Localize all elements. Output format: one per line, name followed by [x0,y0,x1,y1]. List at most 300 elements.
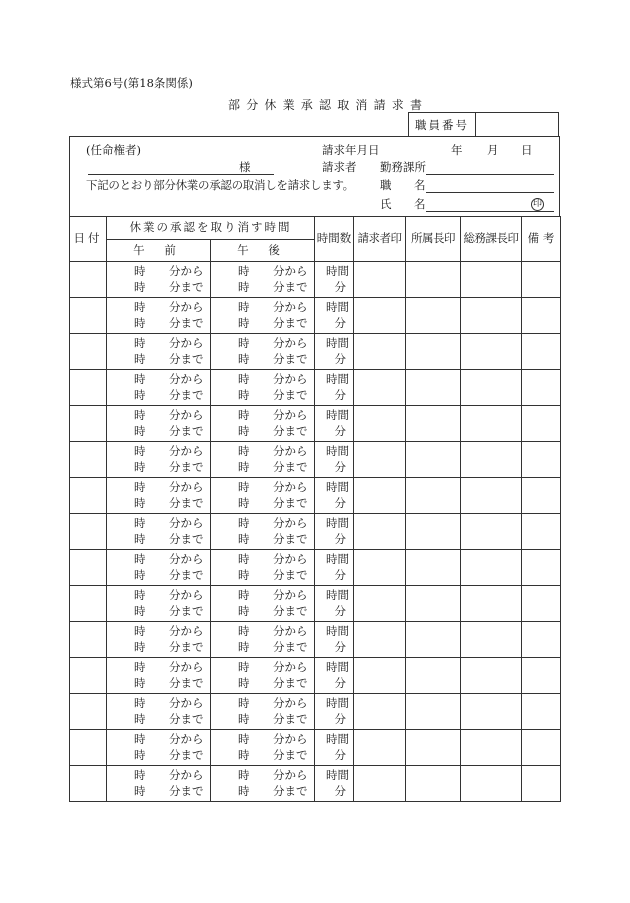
date-cell[interactable] [70,586,107,622]
hours-cell[interactable] [315,298,354,334]
manager-seal-cell[interactable] [406,766,461,802]
hours-unit-label: 時間 [326,552,349,566]
requester-label: 請求者 [322,160,357,174]
hour-label: 時 [238,372,250,386]
position-field[interactable] [426,192,554,193]
col-manager-seal-header: 所属長印 [406,217,461,262]
hour-label: 時 [134,660,146,674]
general-affairs-seal-cell[interactable] [461,622,522,658]
table-row [70,442,561,478]
minute-until-label: 分まで [169,316,204,330]
minute-until-label: 分まで [169,604,204,618]
minute-from-label: 分から [273,768,308,782]
hours-cell[interactable] [315,730,354,766]
hour-label: 時 [238,336,250,350]
pm-time-cell[interactable] [211,298,315,334]
requester-seal-cell[interactable] [354,766,406,802]
hours-cell[interactable] [315,514,354,550]
pm-time-cell[interactable] [211,694,315,730]
general-affairs-seal-cell[interactable] [461,550,522,586]
am-time-cell[interactable] [107,406,211,442]
hour-label: 時 [238,460,250,474]
remarks-cell[interactable] [522,334,561,370]
minute-from-label: 分から [273,660,308,674]
date-cell[interactable] [70,514,107,550]
requester-seal-cell[interactable] [354,550,406,586]
remarks-cell[interactable] [522,766,561,802]
minute-until-label: 分まで [169,352,204,366]
hour-label: 時 [134,480,146,494]
minutes-unit-label: 分 [334,676,346,690]
minute-until-label: 分まで [273,712,308,726]
hour-label: 時 [238,516,250,530]
minute-from-label: 分から [169,696,204,710]
manager-seal-cell[interactable] [406,550,461,586]
hour-label: 時 [134,568,146,582]
general-affairs-seal-cell[interactable] [461,370,522,406]
manager-seal-cell[interactable] [406,658,461,694]
remarks-cell[interactable] [522,694,561,730]
minute-until-label: 分まで [273,604,308,618]
minute-until-label: 分まで [273,352,308,366]
remarks-cell[interactable] [522,262,561,298]
hour-label: 時 [238,408,250,422]
general-affairs-seal-cell[interactable] [461,406,522,442]
table-row [70,478,561,514]
minute-from-label: 分から [273,300,308,314]
minute-from-label: 分から [169,624,204,638]
hour-label: 時 [134,516,146,530]
date-cell[interactable] [70,478,107,514]
remarks-cell[interactable] [522,586,561,622]
minute-until-label: 分まで [169,640,204,654]
hours-unit-label: 時間 [326,408,349,422]
hour-label: 時 [134,784,146,798]
table-row [70,262,561,298]
remarks-cell[interactable] [522,658,561,694]
pm-time-cell[interactable] [211,730,315,766]
minute-from-label: 分から [169,588,204,602]
hour-label: 時 [238,768,250,782]
hours-unit-label: 時間 [326,732,349,746]
hour-label: 時 [238,748,250,762]
date-cell[interactable] [70,550,107,586]
hour-label: 時 [134,496,146,510]
hour-label: 時 [238,712,250,726]
am-time-cell[interactable] [107,442,211,478]
hour-label: 時 [134,280,146,294]
day-label: 日 [521,143,533,157]
request-header [69,136,560,216]
hour-label: 時 [238,732,250,746]
minute-from-label: 分から [273,696,308,710]
hours-unit-label: 時間 [326,300,349,314]
pm-time-cell[interactable] [211,370,315,406]
minutes-unit-label: 分 [334,568,346,582]
hour-label: 時 [238,660,250,674]
table-row [70,730,561,766]
general-affairs-seal-cell[interactable] [461,730,522,766]
hour-label: 時 [134,768,146,782]
hour-label: 時 [238,388,250,402]
table-row [70,694,561,730]
hour-label: 時 [134,640,146,654]
table-row [70,586,561,622]
hours-cell[interactable] [315,694,354,730]
position-label-2: 名 [414,178,426,192]
minute-from-label: 分から [169,300,204,314]
col-requester-seal-header: 請求者印 [354,217,406,262]
hour-label: 時 [134,604,146,618]
minute-from-label: 分から [273,480,308,494]
hours-cell[interactable] [315,586,354,622]
hour-label: 時 [134,732,146,746]
date-cell[interactable] [70,766,107,802]
table-row [70,370,561,406]
minute-until-label: 分まで [169,460,204,474]
hour-label: 時 [238,352,250,366]
pm-time-cell[interactable] [211,766,315,802]
hours-cell[interactable] [315,370,354,406]
minutes-unit-label: 分 [334,748,346,762]
hour-label: 時 [238,280,250,294]
hour-label: 時 [134,748,146,762]
minutes-unit-label: 分 [334,352,346,366]
minute-until-label: 分まで [169,568,204,582]
minute-until-label: 分まで [273,388,308,402]
pm-time-cell[interactable] [211,658,315,694]
hours-cell[interactable] [315,550,354,586]
am-time-cell[interactable] [107,766,211,802]
requester-seal-cell[interactable] [354,514,406,550]
requester-seal-cell[interactable] [354,478,406,514]
minute-from-label: 分から [169,408,204,422]
manager-seal-cell[interactable] [406,298,461,334]
minutes-unit-label: 分 [334,532,346,546]
appointer-label: (任命権者) [86,143,141,157]
manager-seal-cell[interactable] [406,262,461,298]
requester-seal-cell[interactable] [354,262,406,298]
remarks-cell[interactable] [522,514,561,550]
requester-seal-cell[interactable] [354,298,406,334]
manager-seal-cell[interactable] [406,514,461,550]
date-cell[interactable] [70,370,107,406]
staff-number-field[interactable] [476,113,558,136]
minute-until-label: 分まで [273,496,308,510]
remarks-cell[interactable] [522,370,561,406]
minutes-unit-label: 分 [334,280,346,294]
minute-until-label: 分まで [273,748,308,762]
requester-seal-cell[interactable] [354,622,406,658]
hours-cell[interactable] [315,622,354,658]
requester-seal-cell[interactable] [354,442,406,478]
hours-unit-label: 時間 [326,336,349,350]
remarks-cell[interactable] [522,478,561,514]
minute-until-label: 分まで [273,568,308,582]
hours-unit-label: 時間 [326,588,349,602]
hour-label: 時 [238,588,250,602]
hours-unit-label: 時間 [326,516,349,530]
table-row [70,406,561,442]
minute-from-label: 分から [169,768,204,782]
am-time-cell[interactable] [107,370,211,406]
hour-label: 時 [238,696,250,710]
minute-until-label: 分まで [273,640,308,654]
pm-time-cell[interactable] [211,442,315,478]
manager-seal-cell[interactable] [406,622,461,658]
minute-until-label: 分まで [169,784,204,798]
col-remarks-header: 備 考 [522,217,561,262]
am-time-cell[interactable] [107,622,211,658]
name-label-2: 名 [414,197,426,211]
minute-from-label: 分から [273,444,308,458]
am-time-cell[interactable] [107,478,211,514]
page-title: 部分休業承認取消請求書 [228,98,429,112]
general-affairs-seal-cell[interactable] [461,262,522,298]
hour-label: 時 [134,336,146,350]
minute-from-label: 分から [273,264,308,278]
minutes-unit-label: 分 [334,460,346,474]
hours-unit-label: 時間 [326,696,349,710]
hour-label: 時 [134,408,146,422]
general-affairs-seal-cell[interactable] [461,442,522,478]
hour-label: 時 [238,604,250,618]
minute-until-label: 分まで [169,496,204,510]
honorific-label: 様 [239,160,251,174]
minute-from-label: 分から [273,408,308,422]
hour-label: 時 [134,532,146,546]
date-cell[interactable] [70,442,107,478]
department-label: 勤務課所 [380,160,426,174]
minute-from-label: 分から [273,336,308,350]
manager-seal-cell[interactable] [406,442,461,478]
minutes-unit-label: 分 [334,784,346,798]
hour-label: 時 [134,444,146,458]
hour-label: 時 [134,424,146,438]
minute-from-label: 分から [169,552,204,566]
hour-label: 時 [238,552,250,566]
minute-until-label: 分まで [273,676,308,690]
cancellation-table [69,216,561,802]
requester-seal-cell[interactable] [354,694,406,730]
staff-number-box [408,112,559,136]
form-number: 様式第6号(第18条関係) [70,76,193,90]
minute-from-label: 分から [273,588,308,602]
minute-from-label: 分から [273,552,308,566]
hours-cell[interactable] [315,334,354,370]
minute-until-label: 分まで [273,784,308,798]
hour-label: 時 [238,496,250,510]
hour-label: 時 [238,784,250,798]
hour-label: 時 [238,640,250,654]
date-cell[interactable] [70,334,107,370]
general-affairs-seal-cell[interactable] [461,694,522,730]
name-field[interactable] [426,211,554,212]
requester-seal-cell[interactable] [354,658,406,694]
hour-label: 時 [134,552,146,566]
minute-until-label: 分まで [169,748,204,762]
hour-label: 時 [238,424,250,438]
col-general-affairs-seal-header: 総務課長印 [461,217,522,262]
minute-until-label: 分まで [169,676,204,690]
manager-seal-cell[interactable] [406,370,461,406]
manager-seal-cell[interactable] [406,334,461,370]
am-time-cell[interactable] [107,550,211,586]
am-time-cell[interactable] [107,514,211,550]
year-label: 年 [451,143,463,157]
pm-time-cell[interactable] [211,478,315,514]
hour-label: 時 [134,372,146,386]
hours-unit-label: 時間 [326,480,349,494]
hour-label: 時 [134,460,146,474]
hour-label: 時 [134,588,146,602]
minutes-unit-label: 分 [334,424,346,438]
hour-label: 時 [238,480,250,494]
date-cell[interactable] [70,262,107,298]
minute-from-label: 分から [273,732,308,746]
pm-time-cell[interactable] [211,586,315,622]
minute-until-label: 分まで [273,532,308,546]
hour-label: 時 [134,624,146,638]
minutes-unit-label: 分 [334,496,346,510]
hour-label: 時 [238,316,250,330]
minute-from-label: 分から [169,336,204,350]
am-time-cell[interactable] [107,298,211,334]
pm-time-cell[interactable] [211,622,315,658]
manager-seal-cell[interactable] [406,586,461,622]
hours-unit-label: 時間 [326,372,349,386]
col-cancel-time-header: 休業の承認を取り消す時間 [107,217,315,240]
minute-from-label: 分から [169,264,204,278]
minute-until-label: 分まで [273,280,308,294]
hour-label: 時 [238,300,250,314]
minutes-unit-label: 分 [334,604,346,618]
staff-number-label: 職員番号 [409,113,476,136]
hour-label: 時 [134,316,146,330]
minute-from-label: 分から [169,516,204,530]
date-cell[interactable] [70,406,107,442]
hours-unit-label: 時間 [326,264,349,278]
minutes-unit-label: 分 [334,712,346,726]
general-affairs-seal-cell[interactable] [461,586,522,622]
minute-until-label: 分まで [169,712,204,726]
minute-until-label: 分まで [169,280,204,294]
table-row [70,622,561,658]
general-affairs-seal-cell[interactable] [461,334,522,370]
hours-cell[interactable] [315,766,354,802]
minute-from-label: 分から [273,624,308,638]
am-time-cell[interactable] [107,730,211,766]
requester-seal-cell[interactable] [354,730,406,766]
table-row [70,766,561,802]
hours-cell[interactable] [315,442,354,478]
table-row [70,550,561,586]
remarks-cell[interactable] [522,406,561,442]
minutes-unit-label: 分 [334,388,346,402]
requester-seal-cell[interactable] [354,334,406,370]
hour-label: 時 [238,264,250,278]
pm-time-cell[interactable] [211,550,315,586]
general-affairs-seal-cell[interactable] [461,298,522,334]
hours-cell[interactable] [315,262,354,298]
table-row [70,658,561,694]
hour-label: 時 [238,624,250,638]
date-cell[interactable] [70,298,107,334]
request-date-label: 請求年月日 [322,143,380,157]
general-affairs-seal-cell[interactable] [461,514,522,550]
manager-seal-cell[interactable] [406,406,461,442]
general-affairs-seal-cell[interactable] [461,478,522,514]
minute-from-label: 分から [169,372,204,386]
date-cell[interactable] [70,658,107,694]
remarks-cell[interactable] [522,622,561,658]
hours-cell[interactable] [315,658,354,694]
remarks-cell[interactable] [522,442,561,478]
minute-until-label: 分まで [273,424,308,438]
hour-label: 時 [238,676,250,690]
general-affairs-seal-cell[interactable] [461,766,522,802]
requester-seal-cell[interactable] [354,370,406,406]
table-row [70,514,561,550]
remarks-cell[interactable] [522,730,561,766]
general-affairs-seal-cell[interactable] [461,658,522,694]
minute-from-label: 分から [169,480,204,494]
minute-from-label: 分から [169,444,204,458]
minute-until-label: 分まで [273,460,308,474]
appointer-name-line[interactable] [88,174,274,175]
col-date-header: 日付 [70,217,107,262]
hours-cell[interactable] [315,478,354,514]
hour-label: 時 [134,352,146,366]
hour-label: 時 [238,444,250,458]
manager-seal-cell[interactable] [406,730,461,766]
am-time-cell[interactable] [107,658,211,694]
hour-label: 時 [134,388,146,402]
pm-time-cell[interactable] [211,262,315,298]
pm-time-cell[interactable] [211,406,315,442]
am-time-cell[interactable] [107,334,211,370]
manager-seal-cell[interactable] [406,478,461,514]
requester-seal-cell[interactable] [354,406,406,442]
pm-time-cell[interactable] [211,514,315,550]
seal-mark: 印 [532,199,542,209]
remarks-cell[interactable] [522,550,561,586]
col-am-header: 午 前 [107,240,211,262]
hour-label: 時 [134,264,146,278]
col-pm-header: 午 後 [211,240,315,262]
am-time-cell[interactable] [107,262,211,298]
am-time-cell[interactable] [107,586,211,622]
col-hours-header: 時間数 [315,217,354,262]
date-cell[interactable] [70,694,107,730]
hour-label: 時 [238,568,250,582]
date-cell[interactable] [70,622,107,658]
table-row [70,334,561,370]
minutes-unit-label: 分 [334,316,346,330]
minute-from-label: 分から [273,516,308,530]
remarks-cell[interactable] [522,298,561,334]
pm-time-cell[interactable] [211,334,315,370]
requester-seal-cell[interactable] [354,586,406,622]
am-time-cell[interactable] [107,694,211,730]
hours-cell[interactable] [315,406,354,442]
department-field[interactable] [426,174,554,175]
minute-from-label: 分から [273,372,308,386]
minute-until-label: 分まで [169,388,204,402]
manager-seal-cell[interactable] [406,694,461,730]
minute-until-label: 分まで [169,424,204,438]
date-cell[interactable] [70,730,107,766]
